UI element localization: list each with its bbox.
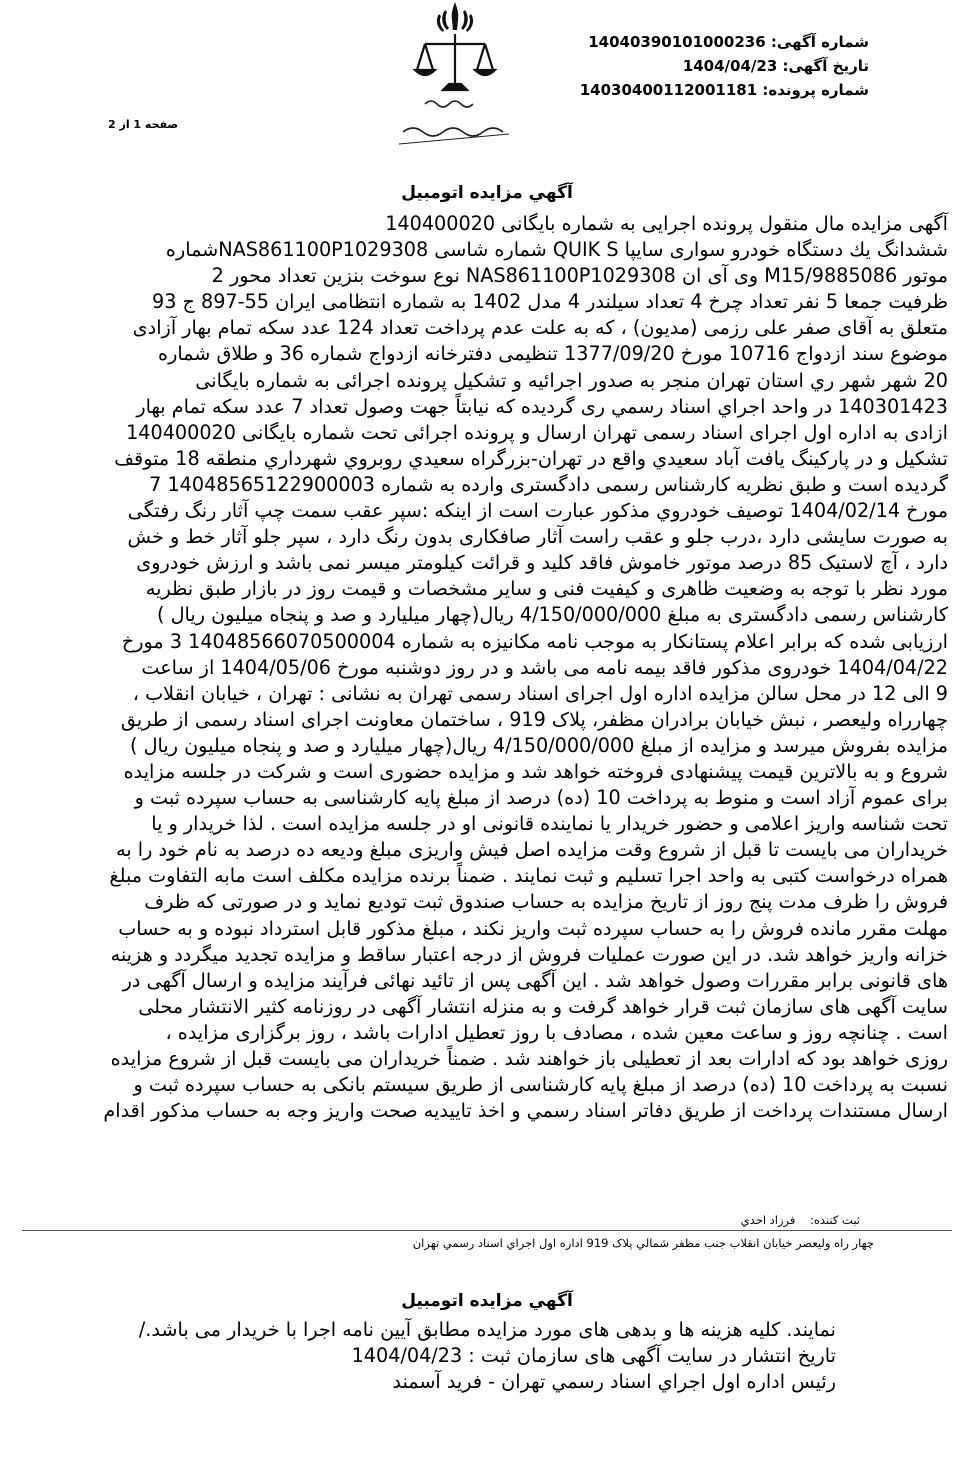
registrar-label: ثبت كننده:: [810, 1213, 860, 1227]
notice-line: موتور M15/9885086 وی آی ان NAS861100P1029308 نوع سوخت بنزين تعداد محور 2: [211, 264, 948, 288]
case-number-row: [580, 81, 869, 99]
notice-body: [24, 211, 948, 1124]
notice-title: آگهي مزايده اتومبيل: [401, 183, 573, 203]
notice-line: كارشناس رسمی دادگستری به مبلغ 4/150/000/000 ريال(چهار ميليارد و صد و پنجاه ميليون ريال ): [157, 603, 948, 627]
continuation-title: آگهي مزايده اتومبيل: [401, 1291, 573, 1311]
notice-line: 1404/04/22 خودروی مذكور فاقد بيمه نامه می باشد و در روز دوشنبه مورخ 1404/05/06 از ساعت: [141, 655, 948, 679]
continuation-line: نمايند. كليه هزينه ها و بدهی های مورد مزايده مطابق آيين نامه اجرا با خريدار می باشد./: [138, 1318, 836, 1341]
notice-line: ارسال مستندات پرداخت از طريق دفاتر اسناد رسمي و اخذ تاييديه صحت واريز وجه به حساب مذكور اقدام: [103, 1099, 948, 1123]
notice-line: مزايده بفروش ميرسد و مزايده از مبلغ 4/150/000/000 ريال(چهار ميليارد و صد و پنجاه ميليون ريال ): [130, 733, 948, 757]
footer-divider: [22, 1230, 952, 1231]
notice-line: به صورت سايشی دارد ،درب جلو و عقب راست آثار صافكاری بدون رنگ دارد ، سپر جلو آثار خط و خش: [127, 525, 948, 549]
notice-line: همراه درخواست كتبی به واحد اجرا تسليم و ثبت نمايند . ضمناً برنده مزايده مكلف است مابه التفاوت مبلغ: [109, 864, 948, 888]
registrar-row: [24, 1213, 860, 1227]
notice-line: مهلت مقرر مانده فروش را به حساب سپرده ثبت واريز نكند ، مبلغ مذكور قابل استرداد نبوده و به حساب: [118, 916, 948, 940]
notice-line: مورخ 1404/02/14 توصيف خودروي مذكور عبارت است از اينكه :سپر عقب سمت چپ آثار رنگ رفتگی: [127, 499, 948, 523]
notice-line: موضوع سند ازدواج 10716 مورخ 1377/09/20 تنظيمی دفترخانه ازدواج شماره 36 و طلاق شماره: [158, 342, 948, 366]
notice-line: خزانه واريز خواهد شد. در اين صورت عمليات فروش از درجه اعتبار ساقط و مزايده تجديد ميگردد و هزينه: [110, 942, 948, 966]
continuation-line: رئيس اداره اول اجراي اسناد رسمي تهران - فريد آسمند: [392, 1370, 836, 1393]
notice-line: 20 شهر شهر ري استان تهران منجر به صدور اجرائيه و تشكيل پرونده اجرائی به شماره بايگانی: [195, 368, 948, 392]
notice-line: گرديده است و طبق نظريه كارشناس رسمی دادگستری وارده به شماره 14048565122900003 7: [149, 472, 948, 496]
notice-line: خريداران می بايست تا قبل از شروع وقت مزايده اصل فيش واريزی مبلغ وديعه ده درصد به نام خود را به: [116, 838, 948, 862]
ad-number-label: شماره آگهی:: [770, 33, 869, 51]
notice-line: است . چنانچه روز و ساعت معين شده ، مصادف با روز تعطيل ادارات باشد ، روز برگزاری مزايده ،: [165, 1020, 948, 1044]
notice-line: مورد نظر با توجه به وضعيت ظاهری و كيفيت فنی و ساير مشخصات و قيمت روز در بازار طبق نظريه: [145, 577, 948, 601]
notice-line: تحت شناسه واريز اعلامی و حضور خريدار يا نماينده قانونی او در جلسه مزايده است . لذا خريدار و يا: [151, 812, 948, 836]
notice-line: فروش را ظرف مدت پنج روز از تاريخ مزايده به حساب صندوق ثبت توديع نمايد و در صورتی كه ظرف: [144, 890, 948, 914]
scales-of-justice-icon: [415, 34, 495, 90]
judiciary-emblem-logo: [395, 0, 515, 150]
notice-line: روزی خواهد بود كه ادارات بعد از تعطيلی باز خواهند شد . ضمناً خريداران می بايست قبل از شروع مزايده: [110, 1047, 948, 1070]
notice-line: دارد ، آچ لاستيک 85 درصد موتور خاموش فاقد كليد و قرائت كيلومتر ميسر نمی باشد و ارزش خودروی: [136, 551, 948, 575]
notice-line: تشكيل و در پاركينگ يافت آباد سعيدي واقع در تهران-بزرگراه سعيدي روبروي شهرداري منطقه 18 متوقف: [114, 446, 948, 470]
notice-line: متعلق به آقای صفر علی رزمی (مديون) ، كه به علت عدم پرداخت تعداد 124 عدد سكه تمام بهار آزادی: [132, 316, 948, 340]
page-indicator: صفحه 1 از 2: [108, 118, 179, 131]
ad-number-row: [588, 33, 869, 51]
ad-date-value: 1404/04/23: [682, 57, 778, 75]
notice-line: برای عموم آزاد است و منوط به پرداخت 10 (ده) درصد از مبلغ پايه كارشناسی به حساب سپرده ثبت و: [134, 786, 948, 810]
notice-line: شروع و به بالاترين قيمت پيشنهادی فروخته خواهد شد و مزايده حضوری است و شركت در جلسه مزايده: [123, 759, 948, 783]
allah-symbol-icon: [437, 2, 473, 32]
ad-number-value: 14040390101000236: [588, 33, 766, 51]
notice-line: نسبت به پرداخت 10 (ده) درصد از مبلغ پايه كارشناسی از طريق سيستم بانكی به حساب سپرده ثبت و: [133, 1073, 948, 1097]
notice-line: های قانونی برابر مقررات وصول خواهد شد . اين آگهی پس از تائيد نهائی فرآيند مزايده و ارسال آگهی در: [122, 968, 948, 992]
notice-line: آگهی مزايده مال منقول پرونده اجرايی به شماره بايگانی 140400020: [385, 212, 948, 235]
notice-line: 140301423 در واحد اجراي اسناد رسمي ری گرديده كه نيابتاً جهت وصول تعداد 7 عدد سكه تمام بهار: [136, 394, 948, 418]
notice-line: ششدانگ يك دستگاه خودرو سواری سايپا QUIK S شماره شاسی NAS861100P1029308شماره: [165, 238, 948, 262]
notice-line: ارزيابی شده كه برابر اعلام پستانكار به موجب نامه مكانيزه به شماره 14048566070500004 3 مورخ: [121, 629, 948, 653]
notice-line: 9 الی 12 در محل سالن مزايده اداره اول اجرای اسناد رسمی تهران به نشانی : تهران ، خيابان انقلاب ،: [132, 681, 948, 705]
notice-line: سايت آگهی های سازمان ثبت قرار خواهد گرفت و به منزله انتشار آگهی در روزنامه كثير الانتشار محلی: [138, 994, 948, 1018]
notice-line: ازادی به اداره اول اجرای اسناد رسمی تهران ارسال و پرونده اجرائی تحت شماره بايگانی 140400020: [126, 420, 948, 444]
ad-date-label: تاریخ آگهی:: [782, 57, 869, 75]
continuation-body: [24, 1317, 836, 1395]
case-number-value: 14030400112001181: [579, 81, 758, 99]
emblem-calligraphy-icon: [399, 101, 509, 144]
ad-date-row: [683, 57, 869, 75]
office-address: چهار راه وليعصر خيابان انقلاب جنب مظفر شمالي پلاک 919 اداره اول اجراي اسناد رسمي تهران: [412, 1236, 874, 1250]
registrar-name: فرزاد احدي: [740, 1213, 796, 1227]
case-number-label: شماره پرونده:: [762, 81, 869, 99]
notice-line: چهارراه وليعصر ، نبش خيابان برادران مظفر، پلاک 919 ، ساختمان معاونت اجرای اسناد رسمی از طريق: [120, 707, 948, 731]
continuation-line: تاريخ انتشار در سايت آگهی های سازمان ثبت : 1404/04/23: [351, 1344, 836, 1367]
notice-line: ظرفيت جمعا 5 نفر تعداد چرخ 4 تعداد سيلندر 4 مدل 1402 به شماره انتظامی ايران 55-897 ج 93: [151, 290, 948, 314]
